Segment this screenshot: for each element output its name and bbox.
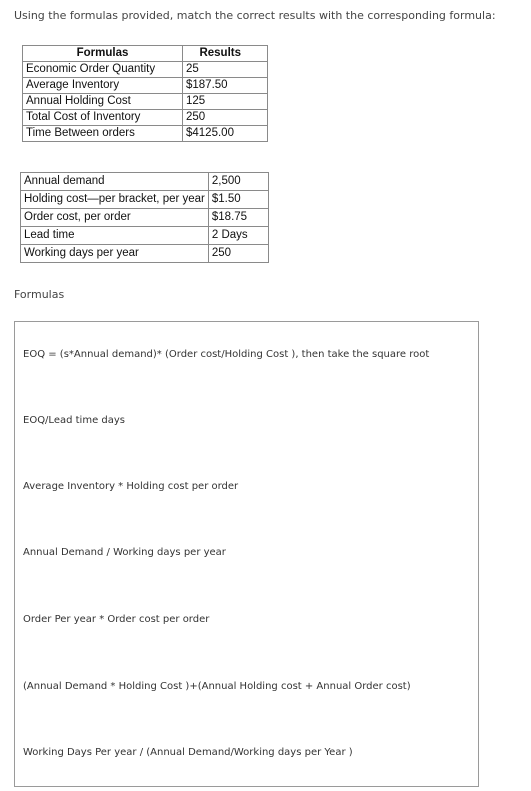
result-cell: $187.50 <box>183 78 268 94</box>
question-prompt: Using the formulas provided, match the correct results with the corresponding formula: <box>14 9 496 22</box>
formulas-results-table <box>22 45 268 142</box>
table-row <box>21 173 269 191</box>
value-cell: 250 <box>208 245 268 263</box>
parameter-cell: Holding cost—per bracket, per year <box>21 191 209 209</box>
formula-option[interactable]: Average Inventory * Holding cost per order <box>23 481 239 492</box>
formula-option[interactable]: EOQ = (s*Annual demand)* (Order cost/Holding Cost ), then take the square root <box>23 349 430 360</box>
formula-option[interactable]: Order Per year * Order cost per order <box>23 614 210 625</box>
table-row <box>23 126 268 142</box>
parameter-cell: Annual demand <box>21 173 209 191</box>
formula-option[interactable]: (Annual Demand * Holding Cost )+(Annual Holding cost + Annual Order cost) <box>23 681 411 692</box>
header-formulas: Formulas <box>23 46 183 62</box>
result-cell: $4125.00 <box>183 126 268 142</box>
result-cell: 25 <box>183 62 268 78</box>
parameter-cell: Working days per year <box>21 245 209 263</box>
table-row <box>21 209 269 227</box>
table-row <box>23 94 268 110</box>
parameter-cell: Order cost, per order <box>21 209 209 227</box>
formulas-list-box <box>14 321 479 787</box>
formula-name-cell: Average Inventory <box>23 78 183 94</box>
parameter-cell: Lead time <box>21 227 209 245</box>
table-row <box>21 191 269 209</box>
table-row <box>21 245 269 263</box>
formula-option[interactable]: Working Days Per year / (Annual Demand/Working days per Year ) <box>23 747 353 758</box>
result-cell: 250 <box>183 110 268 126</box>
header-results: Results <box>183 46 268 62</box>
table-row <box>23 110 268 126</box>
table-row <box>21 227 269 245</box>
formula-option[interactable]: EOQ/Lead time days <box>23 415 126 426</box>
formula-name-cell: Economic Order Quantity <box>23 62 183 78</box>
formulas-section-label: Formulas <box>14 288 65 301</box>
formula-name-cell: Total Cost of Inventory <box>23 110 183 126</box>
value-cell: 2 Days <box>208 227 268 245</box>
value-cell: $18.75 <box>208 209 268 227</box>
value-cell: $1.50 <box>208 191 268 209</box>
table-row <box>23 62 268 78</box>
given-values-table <box>20 172 269 263</box>
formula-name-cell: Time Between orders <box>23 126 183 142</box>
value-cell: 2,500 <box>208 173 268 191</box>
formula-name-cell: Annual Holding Cost <box>23 94 183 110</box>
table-row <box>23 78 268 94</box>
result-cell: 125 <box>183 94 268 110</box>
formula-option[interactable]: Annual Demand / Working days per year <box>23 547 226 558</box>
table-header-row <box>23 46 268 62</box>
